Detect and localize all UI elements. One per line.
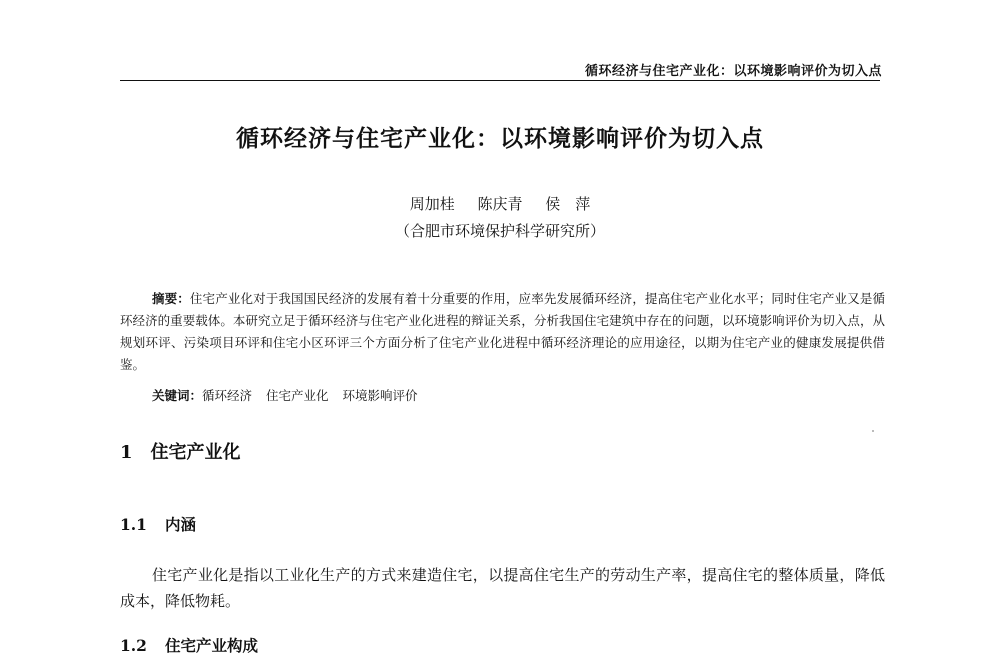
section-heading-1-1 — [120, 513, 196, 535]
section-number: 1.2 — [120, 636, 147, 655]
running-header: 循环经济与住宅产业化：以环境影响评价为切入点 — [584, 64, 882, 79]
author-list — [0, 193, 1000, 214]
author-name: 陈庆青 — [477, 195, 523, 213]
section-number: 1.1 — [120, 515, 147, 534]
section-title: 内涵 — [164, 515, 196, 534]
keyword: 循环经济 — [202, 388, 253, 403]
abstract — [120, 288, 885, 376]
author-name: 周加桂 — [409, 195, 455, 213]
keywords-label: 关键词： — [152, 388, 203, 403]
body-paragraph: 住宅产业化是指以工业化生产的方式来建造住宅，以提高住宅生产的劳动生产率，提高住宅的整体质量，降低成本，降低物耗。 — [120, 566, 885, 610]
abstract-label: 摘要： — [152, 291, 190, 306]
author-name: 侯 萍 — [545, 195, 591, 213]
section-title: 住宅产业化 — [150, 442, 241, 463]
scan-speck — [872, 430, 874, 432]
header-rule — [120, 80, 880, 81]
section-heading-1 — [120, 438, 241, 464]
keyword: 住宅产业化 — [266, 388, 329, 403]
keyword: 环境影响评价 — [342, 388, 418, 403]
section-number: 1 — [120, 442, 133, 463]
keywords — [152, 386, 432, 404]
section-title: 住宅产业构成 — [164, 636, 258, 655]
paper-title: 循环经济与住宅产业化：以环境影响评价为切入点 — [236, 125, 764, 152]
author-affiliation: （合肥市环境保护科学研究所） — [394, 222, 605, 240]
section-heading-1-2 — [120, 634, 258, 656]
abstract-text: 住宅产业化对于我国国民经济的发展有着十分重要的作用，应率先发展循环经济，提高住宅产业化水平；同时住宅产业又是循环经济的重要载体。本研究立足于循环经济与住宅产业化进程的辩证关系，分析我国住宅建筑中存在的问题，以环境影响评价为切入点，从规划环评、污染项目环评和住宅小区环评三个方面分析了住宅产业化进程中循环经济理论的应用途径，以期为住宅产业的健康发展提供借鉴。 — [120, 291, 885, 372]
